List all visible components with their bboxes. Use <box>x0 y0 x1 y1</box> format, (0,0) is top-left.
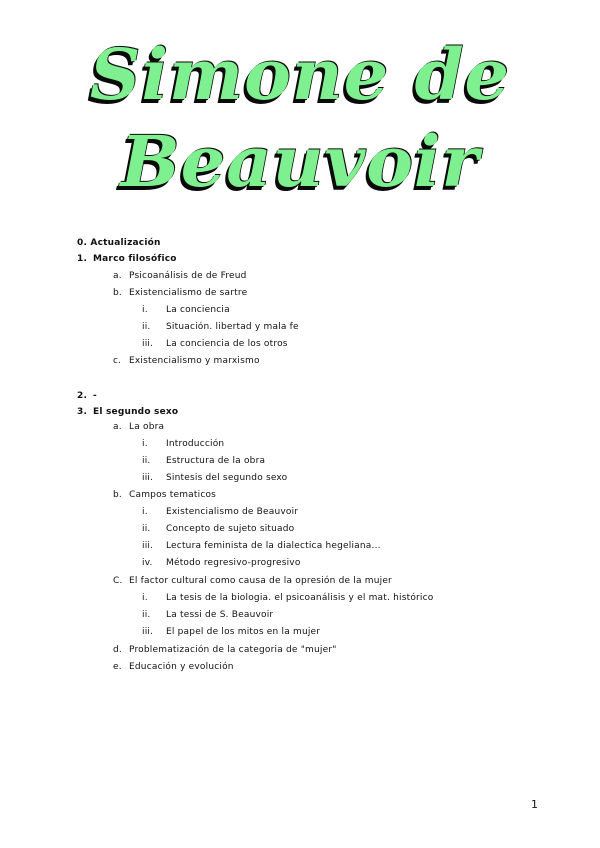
outline-item-number: b. <box>113 490 122 500</box>
outline-item-number: 2. <box>77 391 88 401</box>
outline-item-text: La conciencia <box>166 305 230 315</box>
outline-item-text: Sintesis del segundo sexo <box>166 473 288 483</box>
outline-item-text: Psicoanálisis de de Freud <box>129 271 247 281</box>
outline-item-number: c. <box>113 356 122 366</box>
outline-item-number: e. <box>113 662 122 672</box>
outline-item-text: Lectura feminista de la dialectica hegeliana... <box>166 541 381 551</box>
outline-item-number: i. <box>142 507 148 517</box>
outline-item-text: La conciencia de los otros <box>166 339 288 349</box>
outline-item-number: 3. <box>77 407 88 417</box>
outline-item-number: a. <box>113 422 122 432</box>
outline-item-text: Existencialismo de Beauvoir <box>166 507 299 517</box>
outline-item-text: 0. Actualización <box>77 238 161 248</box>
outline-item-number: iv. <box>142 558 153 568</box>
outline-item-text: La tesis de la biologia. el psicoanálisis y el mat. histórico <box>166 593 434 603</box>
outline-item-number: d. <box>113 645 122 655</box>
outline-item-text: Concepto de sujeto situado <box>166 524 295 534</box>
outline-item-text: La tessi de S. Beauvoir <box>166 610 274 620</box>
outline-item-text: La obra <box>129 422 165 432</box>
outline-item-number: 1. <box>77 254 88 264</box>
outline-item-number: C. <box>113 576 123 586</box>
outline-item-number: iii. <box>142 339 154 349</box>
outline-item-text: Situación. libertad y mala fe <box>166 322 299 332</box>
outline-item-text: Existencialismo y marxismo <box>129 356 260 366</box>
outline-item-number: iii. <box>142 627 154 637</box>
outline-item-text: Estructura de la obra <box>166 456 266 466</box>
outline-item-text: - <box>93 391 97 401</box>
outline-item-text: Introducción <box>166 439 225 449</box>
outline-item-number: i. <box>142 593 148 603</box>
outline-item-number: ii. <box>142 524 151 534</box>
outline-item-number: b. <box>113 288 122 298</box>
title-line-2: Beauvoir <box>120 120 480 203</box>
outline-item-text: Existencialismo de sartre <box>129 288 248 298</box>
outline-item-text: Marco filosófico <box>93 254 177 264</box>
outline-item-text: Educación y evolución <box>129 662 234 672</box>
outline-item-text: Problematización de la categoria de "mujer" <box>129 645 337 655</box>
outline-item-number: iii. <box>142 541 154 551</box>
outline-item-number: ii. <box>142 322 151 332</box>
outline-item-text: El papel de los mitos en la mujer <box>166 627 321 637</box>
outline-item-number: i. <box>142 439 148 449</box>
outline-item-number: ii. <box>142 610 151 620</box>
outline-item-number: iii. <box>142 473 154 483</box>
outline-item-text: Método regresivo-progresivo <box>166 558 301 568</box>
page-number: 1 <box>531 798 538 811</box>
outline-item-number: a. <box>113 271 122 281</box>
outline-item-number: ii. <box>142 456 151 466</box>
outline-item-number: i. <box>142 305 148 315</box>
outline-item-text: Campos tematicos <box>129 490 217 500</box>
outline-item-text: El segundo sexo <box>93 407 179 417</box>
outline-item-text: El factor cultural como causa de la opresión de la mujer <box>129 576 392 586</box>
title-line-1: Simone de <box>89 33 511 116</box>
